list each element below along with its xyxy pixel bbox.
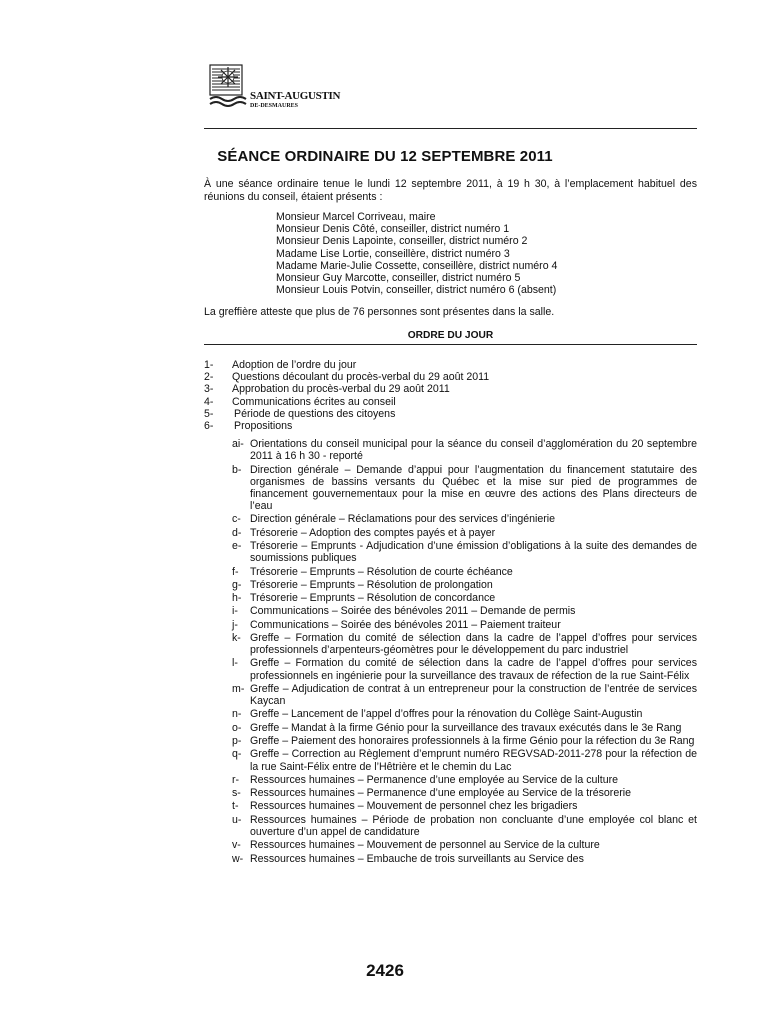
proposition-item <box>232 540 697 564</box>
agenda-item-number: 1- <box>204 359 214 371</box>
proposition-letter: c- <box>232 513 241 526</box>
proposition-letter: i- <box>232 605 238 618</box>
agenda-item-number: 3- <box>204 383 214 396</box>
attendee-item: Monsieur Guy Marcotte, conseiller, district numéro 5 <box>276 272 521 285</box>
proposition-letter: q- <box>232 748 242 761</box>
proposition-letter: l- <box>232 657 238 670</box>
proposition-letter: g- <box>232 578 242 591</box>
attendee-item: Madame Lise Lortie, conseillère, district numéro 3 <box>276 247 510 260</box>
proposition-letter: p- <box>232 735 242 748</box>
attendee-item: Monsieur Louis Potvin, conseiller, district numéro 6 (absent) <box>276 284 557 297</box>
proposition-item <box>232 579 697 591</box>
proposition-letter: e- <box>232 540 242 552</box>
proposition-item <box>232 722 697 734</box>
proposition-text: Greffe – Formation du comité de sélection dans la cadre de l’appel d’offres pour services professionnels en ingénierie pour la surveillance des travaux de réfection de la rue Saint-Félix <box>250 657 697 682</box>
proposition-text: Ressources humaines – Période de probation non concluante d’une employée col blanc et ouverture d’un appel de candidature <box>250 813 697 838</box>
proposition-text: Ressources humaines – Mouvement de personnel chez les brigadiers <box>250 800 578 813</box>
agenda-item-text: Période de questions des citoyens <box>234 407 396 420</box>
proposition-item <box>232 527 697 539</box>
page-number: 2426 <box>366 961 404 980</box>
proposition-item <box>232 566 697 578</box>
agenda-item <box>204 396 697 408</box>
agenda-item-text: Communications écrites au conseil <box>232 395 396 408</box>
proposition-letter: t- <box>232 800 239 813</box>
proposition-letter: u- <box>232 813 242 826</box>
logo-name: SAINT-AUGUSTIN <box>250 90 341 102</box>
proposition-letter: k- <box>232 631 241 644</box>
proposition-item <box>232 787 697 799</box>
agenda-heading-underline <box>204 344 697 345</box>
proposition-item <box>232 592 697 604</box>
proposition-letter: v- <box>232 839 241 852</box>
proposition-letter: s- <box>232 787 241 800</box>
proposition-letter: o- <box>232 721 242 734</box>
header-rule <box>204 128 697 129</box>
proposition-item <box>232 513 697 525</box>
proposition-item <box>232 800 697 812</box>
municipal-logo <box>208 63 348 113</box>
agenda-item-text: Questions découlant du procès-verbal du 29 août 2011 <box>232 371 490 384</box>
proposition-letter: ai- <box>232 438 244 450</box>
proposition-item <box>232 853 697 865</box>
proposition-item <box>232 839 697 851</box>
proposition-list <box>232 438 697 866</box>
proposition-text: Greffe – Adjudication de contrat à un entrepreneur pour la construction de l’entrée de services Kaycan <box>250 682 697 708</box>
proposition-item <box>232 683 697 707</box>
agenda-item-text: Adoption de l’ordre du jour <box>232 359 357 371</box>
attendee-item: Monsieur Marcel Corriveau, maire <box>276 211 436 223</box>
attendee-list <box>276 211 557 296</box>
proposition-letter: j- <box>232 618 238 631</box>
proposition-text: Ressources humaines – Permanence d’une employée au Service de la trésorerie <box>250 787 631 800</box>
proposition-item <box>232 619 697 631</box>
logo-subtitle: DE-DESMAURES <box>250 103 299 109</box>
agenda-list <box>204 359 697 432</box>
proposition-text: Greffe – Formation du comité de sélection dans la cadre de l’appel d’offres pour services professionnels d’arpenteurs-géomètres pour le développement du parc industriel <box>250 631 697 657</box>
proposition-text: Direction générale – Réclamations pour des services d’ingénierie <box>250 513 556 526</box>
agenda-item <box>204 420 697 432</box>
proposition-text: Trésorerie – Emprunts – Résolution de courte échéance <box>250 565 513 578</box>
proposition-text: Ressources humaines – Embauche de trois surveillants au Service des <box>250 852 584 865</box>
agenda-item <box>204 371 697 383</box>
proposition-text: Orientations du conseil municipal pour la séance du conseil d’agglomération du 20 septembre 2011 à 16 h 30 - reporté <box>250 438 697 463</box>
agenda-item-text: Propositions <box>234 420 293 433</box>
proposition-text: Ressources humaines – Mouvement de personnel au Service de la culture <box>250 839 600 852</box>
proposition-text: Trésorerie – Emprunts – Résolution de concordance <box>250 592 496 605</box>
attestation-text: La greffière atteste que plus de 76 personnes sont présentes dans la salle. <box>204 306 555 318</box>
intro-paragraph: À une séance ordinaire tenue le lundi 12 septembre 2011, à 19 h 30, à l’emplacement habituel des réunions du conseil, étaient présents : <box>204 178 697 203</box>
proposition-item <box>232 708 697 720</box>
proposition-text: Greffe – Paiement des honoraires professionnels à la firme Génio pour la réfection du 3e Rang <box>250 735 695 748</box>
attendee-item: Monsieur Denis Lapointe, conseiller, district numéro 2 <box>276 235 528 248</box>
attendee-item: Madame Marie-Julie Cossette, conseillère, district numéro 4 <box>276 259 558 272</box>
proposition-item <box>232 657 697 681</box>
proposition-letter: h- <box>232 592 242 605</box>
proposition-letter: m- <box>232 682 245 695</box>
proposition-item <box>232 735 697 747</box>
proposition-item <box>232 605 697 617</box>
agenda-item <box>204 383 697 395</box>
proposition-text: Greffe – Lancement de l’appel d’offres pour la rénovation du Collège Saint-Augustin <box>250 708 643 721</box>
proposition-letter: f- <box>232 565 239 578</box>
logo-emblem-icon <box>208 63 248 109</box>
agenda-item-text: Approbation du procès-verbal du 29 août 2011 <box>232 383 450 396</box>
proposition-text: Communications – Soirée des bénévoles 2011 – Demande de permis <box>250 605 576 618</box>
proposition-letter: b- <box>232 463 242 476</box>
agenda-item-number: 5- <box>204 407 214 420</box>
agenda-item <box>204 359 697 371</box>
proposition-text: Trésorerie – Emprunts – Résolution de prolongation <box>250 578 493 591</box>
proposition-item <box>232 438 697 462</box>
proposition-text: Trésorerie – Adoption des comptes payés et à payer <box>250 526 496 539</box>
agenda-item-number: 4- <box>204 395 214 408</box>
proposition-letter: d- <box>232 526 242 539</box>
proposition-text: Direction générale – Demande d’appui pour l’augmentation du financement statutaire des organismes de bassins versants du Québec et la mise sur pied de programmes de financement gouvernementaux pour la mise en œuvre des actions des Plans directeurs de l’eau <box>250 463 697 513</box>
proposition-item <box>232 632 697 656</box>
proposition-item <box>232 748 697 772</box>
proposition-text: Trésorerie – Emprunts - Adjudication d’une émission d’obligations à la suite des demandes de soumissions publiques <box>250 540 697 565</box>
proposition-item <box>232 774 697 786</box>
proposition-letter: w- <box>232 852 244 865</box>
agenda-item <box>204 408 697 420</box>
attendee-item: Monsieur Denis Côté, conseiller, district numéro 1 <box>276 223 510 236</box>
proposition-letter: r- <box>232 773 240 786</box>
proposition-item <box>232 814 697 838</box>
proposition-text: Ressources humaines – Permanence d’une employée au Service de la culture <box>250 773 619 786</box>
proposition-text: Greffe – Mandat à la firme Génio pour la surveillance des travaux exécutés dans le 3e Rang <box>250 721 682 734</box>
agenda-item-number: 2- <box>204 371 214 384</box>
proposition-letter: n- <box>232 708 242 721</box>
page-title: SÉANCE ORDINAIRE DU 12 SEPTEMBRE 2011 <box>217 148 553 165</box>
proposition-text: Communications – Soirée des bénévoles 2011 – Paiement traiteur <box>250 618 561 631</box>
agenda-heading: ORDRE DU JOUR <box>407 330 494 341</box>
proposition-item <box>232 464 697 513</box>
proposition-text: Greffe – Correction au Règlement d’emprunt numéro REGVSAD-2011-278 pour la réfection de la rue Saint-Félix entre de l’Hêtrière et le chemin du Lac <box>250 748 697 773</box>
agenda-item-number: 6- <box>204 420 214 433</box>
